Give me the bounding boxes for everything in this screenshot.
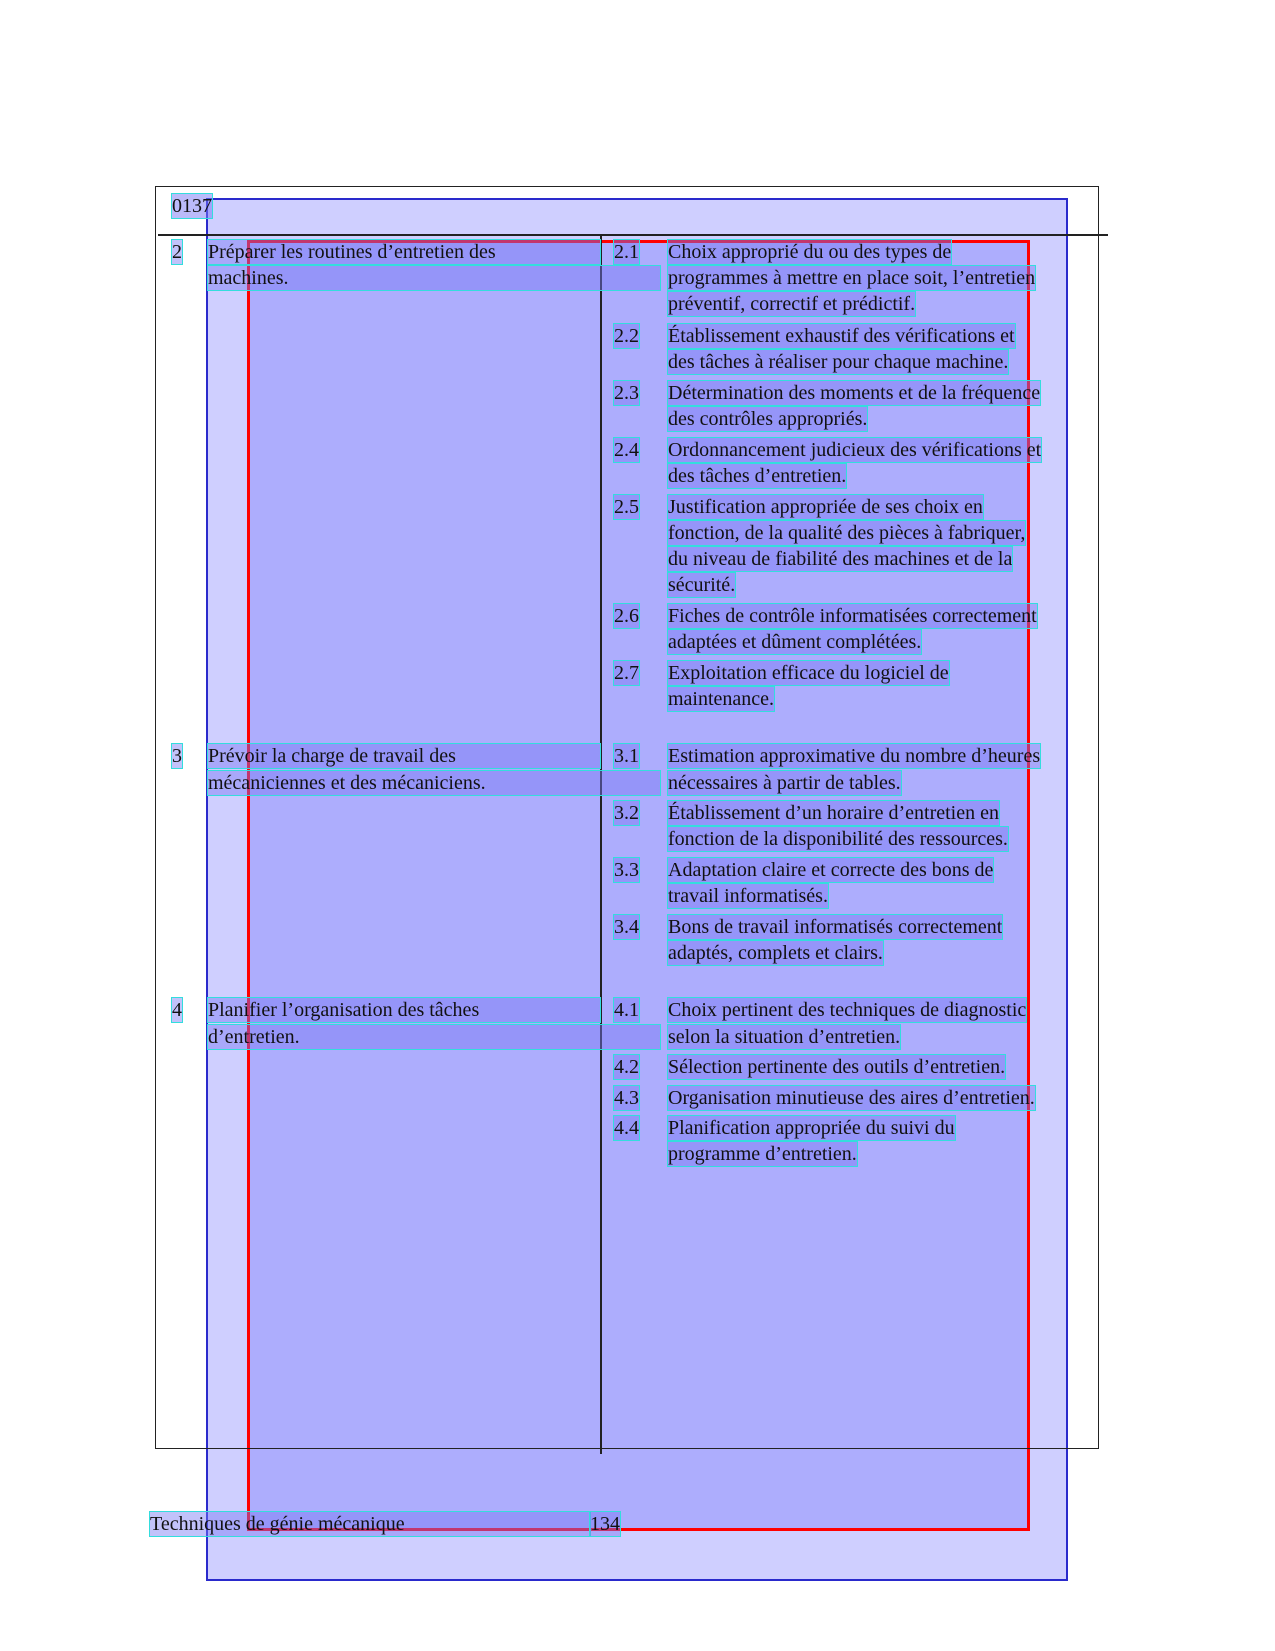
- column-divider: [600, 236, 602, 1454]
- criterion-number: 2.3: [614, 382, 639, 404]
- criterion-text-line: Justification appropriée de ses choix en: [668, 496, 983, 518]
- criterion-text-line: Détermination des moments et de la fréquence: [668, 382, 1041, 404]
- criterion-text-line: Choix pertinent des techniques de diagnostic: [668, 999, 1027, 1021]
- criterion-number: 2.6: [614, 605, 639, 627]
- footer-title: Techniques de génie mécanique: [150, 1512, 590, 1536]
- criterion-text-line: des contrôles appropriés.: [668, 408, 868, 430]
- criterion-text-line: Adaptation claire et correcte des bons de: [668, 859, 994, 881]
- criterion-number: 2.4: [614, 439, 639, 461]
- criterion-number: 2.2: [614, 325, 639, 347]
- element-text-line: mécaniciennes et des mécaniciens.: [208, 771, 660, 795]
- criterion-number: 2.1: [614, 241, 639, 263]
- criterion-text-line: Exploitation efficace du logiciel de: [668, 662, 949, 684]
- criterion-text-line: programme d’entretien.: [668, 1143, 857, 1165]
- criterion-text-line: maintenance.: [668, 688, 775, 710]
- criterion-text-line: du niveau de fiabilité des machines et de la: [668, 548, 1013, 570]
- element-text-line: d’entretien.: [208, 1025, 660, 1049]
- header-rule: [158, 234, 1108, 236]
- criterion-number: 4.2: [614, 1056, 639, 1078]
- criterion-text-line: Fiches de contrôle informatisées correctement: [668, 605, 1037, 627]
- element-number: 3: [172, 745, 182, 767]
- criterion-number: 3.1: [614, 745, 639, 767]
- criterion-number: 4.3: [614, 1087, 639, 1109]
- criterion-text-line: Établissement d’un horaire d’entretien en: [668, 802, 999, 824]
- criterion-text-line: Bons de travail informatisés correctement: [668, 916, 1003, 938]
- criterion-number: 4.4: [614, 1117, 639, 1139]
- element-text-line: Préparer les routines d’entretien des: [208, 240, 600, 264]
- element-text-line: Prévoir la charge de travail des: [208, 744, 600, 768]
- criterion-text-line: nécessaires à partir de tables.: [668, 772, 901, 794]
- criterion-text-line: Ordonnancement judicieux des vérifications et: [668, 439, 1042, 461]
- criterion-text-line: adaptés, complets et clairs.: [668, 942, 883, 964]
- criterion-text-line: des tâches à réaliser pour chaque machine.: [668, 351, 1009, 373]
- page-number: 134: [590, 1513, 620, 1535]
- element-text-line: machines.: [208, 266, 660, 290]
- element-text-line: Planifier l’organisation des tâches: [208, 998, 600, 1022]
- criterion-number: 3.2: [614, 802, 639, 824]
- criterion-text-line: Organisation minutieuse des aires d’entretien.: [668, 1087, 1035, 1109]
- criterion-text-line: Choix approprié du ou des types de: [668, 241, 952, 263]
- criterion-text-line: selon la situation d’entretien.: [668, 1026, 901, 1048]
- criterion-number: 2.7: [614, 662, 639, 684]
- criterion-number: 2.5: [614, 496, 639, 518]
- element-number: 2: [172, 241, 182, 263]
- criterion-text-line: travail informatisés.: [668, 885, 828, 907]
- criterion-text-line: Établissement exhaustif des vérifications et: [668, 325, 1015, 347]
- criterion-text-line: Sélection pertinente des outils d’entretien.: [668, 1056, 1006, 1078]
- criterion-text-line: Estimation approximative du nombre d’heures: [668, 745, 1041, 767]
- criterion-text-line: Planification appropriée du suivi du: [668, 1117, 955, 1139]
- element-number: 4: [172, 999, 182, 1021]
- criterion-number: 3.3: [614, 859, 639, 881]
- criterion-text-line: fonction, de la qualité des pièces à fabriquer,: [668, 522, 1026, 544]
- criterion-text-line: préventif, correctif et prédictif.: [668, 293, 916, 315]
- criterion-text-line: des tâches d’entretien.: [668, 465, 847, 487]
- criterion-text-line: fonction de la disponibilité des ressources.: [668, 828, 1008, 850]
- criterion-text-line: adaptées et dûment complétées.: [668, 631, 922, 653]
- competency-code: 0137: [172, 195, 212, 217]
- criterion-number: 4.1: [614, 999, 639, 1021]
- criterion-text-line: programmes à mettre en place soit, l’entretien: [668, 267, 1036, 289]
- criterion-text-line: sécurité.: [668, 574, 736, 596]
- criterion-number: 3.4: [614, 916, 639, 938]
